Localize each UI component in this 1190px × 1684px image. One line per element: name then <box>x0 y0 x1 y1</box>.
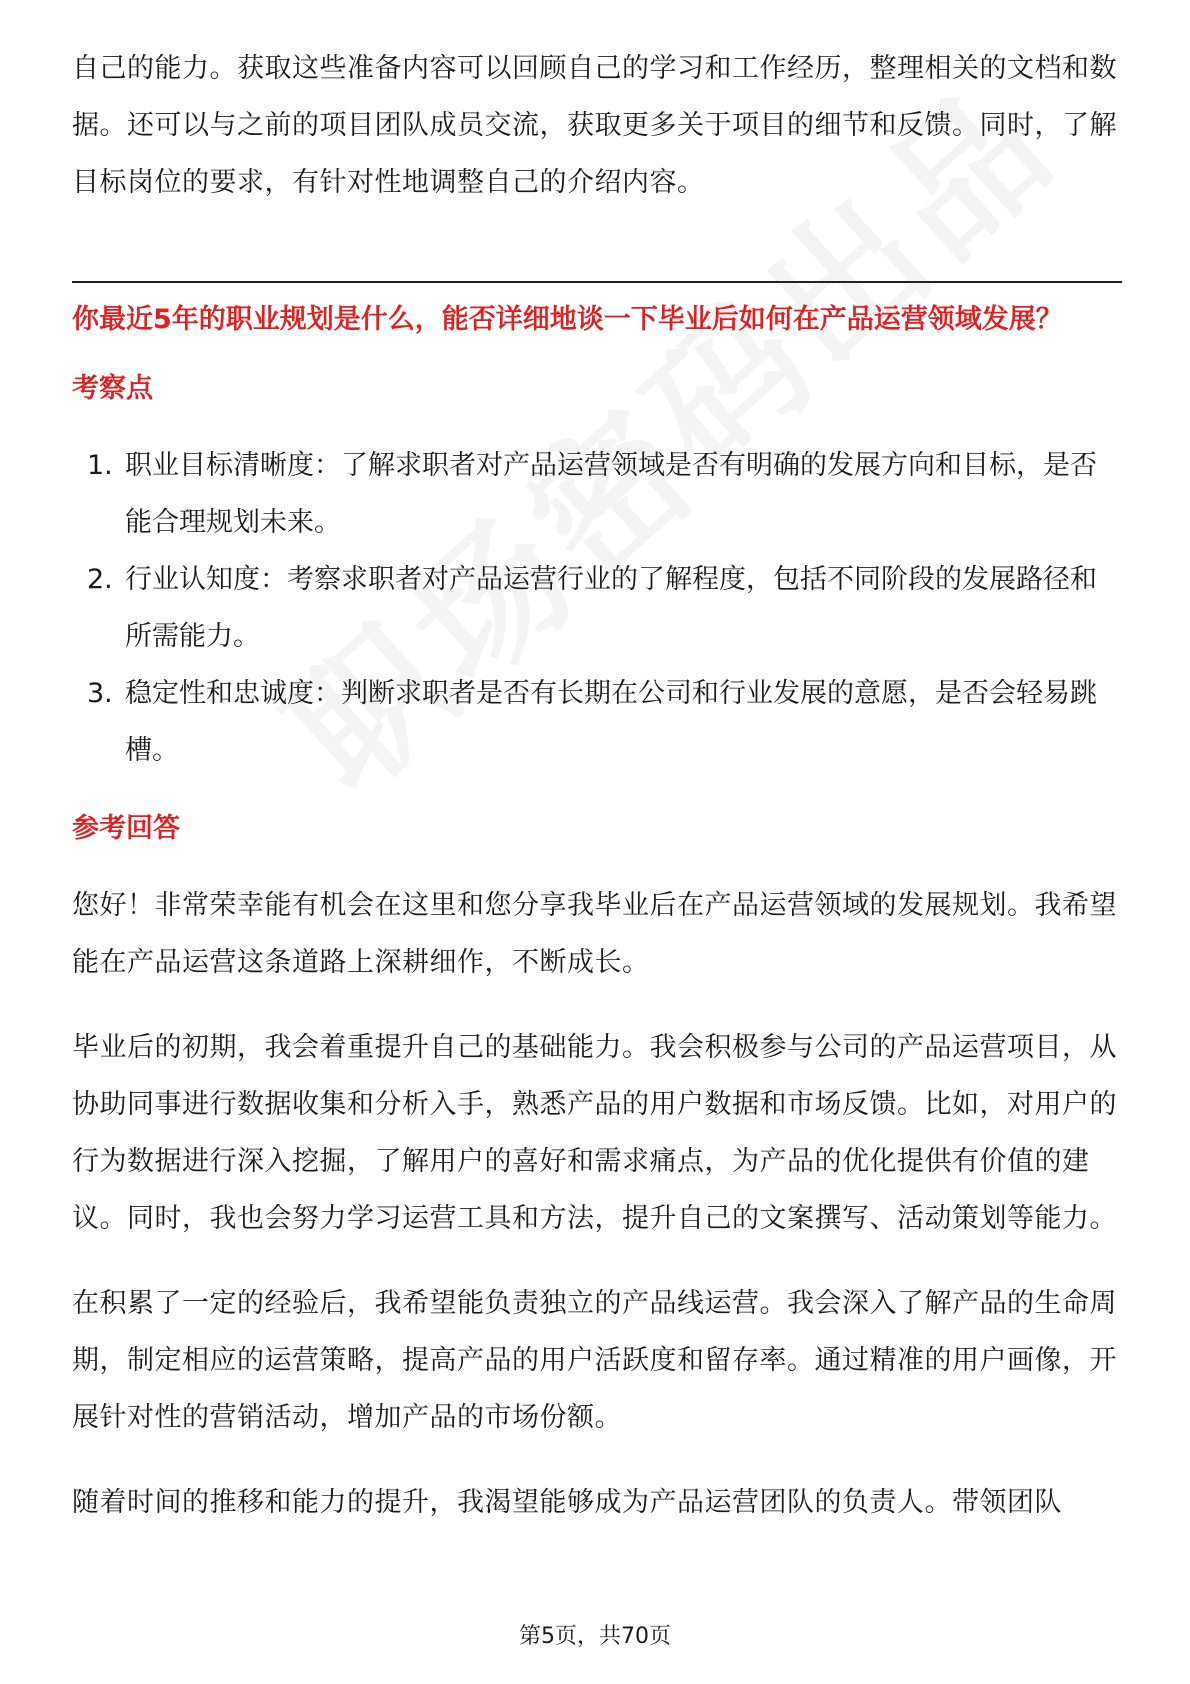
section-divider <box>72 281 1122 283</box>
list-item <box>72 551 1122 665</box>
list-item-text: 行业认知度：考察求职者对产品运营行业的了解程度，包括不同阶段的发展路径和所需能力。 <box>125 564 1097 652</box>
document-page <box>72 40 1122 1531</box>
page-footer: 第5页，共70页 <box>519 1624 671 1649</box>
answer-paragraph: 在积累了一定的经验后，我希望能负责独立的产品线运营。我会深入了解产品的生命周期，制定相应的运营策略，提高产品的用户活跃度和留存率。通过精准的用户画像，开展针对性的营销活动，增加产品的市场份额。 <box>72 1288 1117 1433</box>
answer-paragraph: 您好！非常荣幸能有机会在这里和您分享我毕业后在产品运营领域的发展规划。我希望能在产品运营这条道路上深耕细作，不断成长。 <box>72 890 1117 978</box>
answer-body <box>72 877 1122 1531</box>
list-item-number: 1. <box>87 450 113 481</box>
answer-paragraph: 毕业后的初期，我会着重提升自己的基础能力。我会积极参与公司的产品运营项目，从协助同事进行数据收集和分析入手，熟悉产品的用户数据和市场反馈。比如，对用户的行为数据进行深入挖掘，了解用户的喜好和需求痛点，为产品的优化提供有价值的建议。同时，我也会努力学习运营工具和方法，提升自己的文案撰写、活动策划等能力。 <box>72 1032 1117 1234</box>
list-item-number: 3. <box>87 678 113 709</box>
answer-paragraph: 随着时间的推移和能力的提升，我渴望能够成为产品运营团队的负责人。带领团队 <box>72 1487 1062 1518</box>
list-item-text: 稳定性和忠诚度：判断求职者是否有长期在公司和行业发展的意愿，是否会轻易跳槽。 <box>125 678 1097 766</box>
list-item <box>72 665 1122 779</box>
points-heading: 考察点 <box>72 373 153 404</box>
question-title: 你最近5年的职业规划是什么，能否详细地谈一下毕业后如何在产品运营领域发展？ <box>72 304 1063 335</box>
points-list <box>72 437 1122 779</box>
answer-heading: 参考回答 <box>72 813 180 844</box>
list-item <box>72 437 1122 551</box>
intro-paragraph: 自己的能力。获取这些准备内容可以回顾自己的学习和工作经历，整理相关的文档和数据。还可以与之前的项目团队成员交流，获取更多关于项目的细节和反馈。同时，了解目标岗位的要求，有针对性地调整自己的介绍内容。 <box>72 53 1117 198</box>
list-item-number: 2. <box>87 564 113 595</box>
list-item-text: 职业目标清晰度：了解求职者对产品运营领域是否有明确的发展方向和目标，是否能合理规划未来。 <box>125 450 1097 538</box>
